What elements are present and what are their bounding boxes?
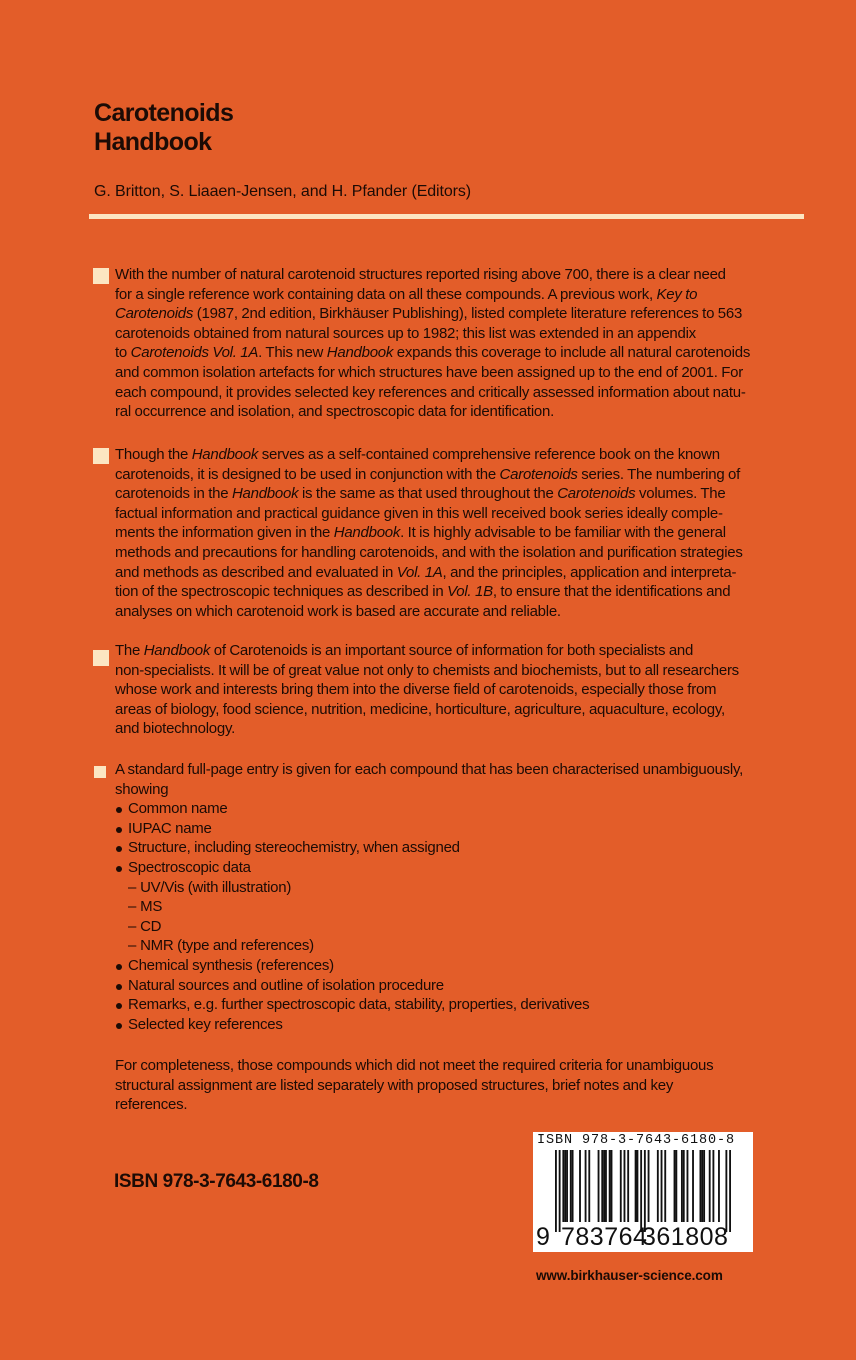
paragraph-completeness — [115, 1056, 815, 1115]
paragraph-line — [115, 661, 815, 681]
bullet-dot-icon — [116, 827, 122, 833]
paragraph-line — [115, 484, 815, 504]
feature-item — [115, 976, 815, 996]
paragraph-line — [115, 445, 815, 465]
feature-subitem — [115, 878, 815, 898]
feature-list — [115, 799, 815, 1034]
feature-subitem — [115, 897, 815, 917]
bullet-dot-icon — [116, 1023, 122, 1029]
feature-label: UV/Vis (with illustration) — [140, 878, 292, 896]
text-run: to — [115, 344, 131, 362]
completeness-line: For completeness, those compounds which did not meet the required criteria for unambiguous — [115, 1057, 714, 1074]
paragraph-line — [115, 343, 815, 363]
paragraph-line — [115, 680, 815, 700]
text-run: and biotechnology. — [115, 720, 236, 738]
paragraph-line — [115, 523, 815, 543]
feature-item — [115, 799, 815, 819]
barcode-isbn-text: ISBN 978-3-7643-6180-8 — [537, 1133, 736, 1148]
paragraph-line — [115, 582, 815, 602]
paragraph-line — [115, 719, 815, 739]
text-run: factual information and practical guidance given in this well received book series ideally comple- — [115, 504, 723, 522]
paragraph-line — [115, 304, 815, 324]
text-run: . This new — [258, 344, 327, 362]
paragraph-audience — [115, 641, 815, 739]
feature-label: Structure, including stereochemistry, when assigned — [128, 839, 460, 857]
isbn-label: ISBN 978-3-7643-6180-8 — [114, 1171, 319, 1192]
square-bullet-icon — [93, 448, 109, 464]
paragraph-line — [115, 402, 815, 422]
italic-text: Handbook — [191, 446, 259, 463]
text-run: , to ensure that the identifications and — [492, 583, 731, 601]
editors-line: G. Britton, S. Liaaen-Jensen, and H. Pfander (Editors) — [94, 183, 472, 200]
square-bullet-icon — [93, 650, 109, 666]
paragraph-line — [115, 265, 815, 285]
paragraph-line — [115, 363, 815, 383]
text-run: volumes. The — [635, 485, 726, 503]
paragraph-line — [115, 700, 815, 720]
italic-text: Handbook — [143, 642, 211, 659]
bullet-dot-icon — [116, 807, 122, 813]
paragraph-line — [115, 324, 815, 344]
feature-label: MS — [140, 898, 163, 916]
title-line-1: Carotenoids — [94, 99, 234, 127]
square-bullet-icon — [94, 766, 106, 778]
dash-icon: – — [128, 937, 137, 955]
text-run: is the same as that used throughout the — [298, 485, 558, 503]
text-run: (1987, 2nd edition, Birkhäuser Publishing), listed complete literature references to 563 — [193, 305, 743, 323]
paragraph-line — [115, 285, 815, 305]
text-run: methods and precautions for handling carotenoids, and with the isolation and purification strategies — [115, 543, 743, 561]
paragraph-intro — [115, 265, 815, 422]
feature-label: NMR (type and references) — [140, 937, 314, 955]
dash-icon: – — [128, 878, 137, 896]
feature-item — [115, 838, 815, 858]
square-bullet-icon — [93, 268, 109, 284]
entry-intro-line-1: A standard full-page entry is given for each compound that has been characterised unambiguously, — [115, 761, 744, 778]
barcode-digit-prefix: 9 — [536, 1223, 551, 1251]
feature-label: Natural sources and outline of isolation procedure — [128, 976, 444, 994]
text-run: serves as a self-contained comprehensive reference book on the known — [258, 446, 720, 463]
text-run: and methods as described and evaluated in — [115, 563, 397, 581]
paragraph-line — [115, 543, 815, 563]
barcode-digits-right: 361808 — [642, 1223, 729, 1251]
text-run: analyses on which carotenoid work is based are accurate and reliable. — [115, 602, 561, 620]
italic-text: Handbook — [333, 524, 401, 542]
dash-icon: – — [128, 898, 137, 916]
feature-subitem — [115, 936, 815, 956]
divider-rule — [89, 214, 804, 219]
text-run: Though the — [115, 446, 192, 463]
feature-label: Spectroscopic data — [128, 858, 251, 876]
paragraph-usage — [115, 445, 815, 621]
paragraph-line — [115, 563, 815, 583]
completeness-line: references. — [115, 1096, 188, 1114]
completeness-line: structural assignment are listed separately with proposed structures, brief notes and key — [115, 1076, 674, 1094]
feature-label: CD — [140, 917, 162, 935]
bullet-dot-icon — [116, 984, 122, 990]
feature-item — [115, 819, 815, 839]
feature-label: Remarks, e.g. further spectroscopic data, stability, properties, derivatives — [128, 996, 590, 1014]
text-run: expands this coverage to include all natural carotenoids — [393, 344, 751, 362]
feature-label: IUPAC name — [128, 819, 212, 837]
feature-subitem — [115, 917, 815, 937]
text-run: of Carotenoids is an important source of information for both specialists and — [210, 642, 694, 659]
feature-item — [115, 956, 815, 976]
entry-section — [115, 760, 815, 1034]
text-run: series. The numbering of — [577, 465, 741, 483]
title-line-2: Handbook — [94, 128, 212, 156]
feature-label: Chemical synthesis (references) — [128, 956, 334, 974]
bullet-dot-icon — [116, 866, 122, 872]
text-run: carotenoids obtained from natural sources up to 1982; this list was extended in an appendix — [115, 324, 696, 342]
feature-label: Common name — [128, 800, 228, 818]
bullet-dot-icon — [116, 964, 122, 970]
book-title — [94, 99, 233, 157]
text-run: non-specialists. It will be of great value not only to chemists and biochemists, but to all researchers — [115, 661, 739, 679]
italic-text: Key to — [656, 285, 698, 303]
bullet-dot-icon — [116, 846, 122, 852]
paragraph-line — [115, 383, 815, 403]
paragraph-line — [115, 504, 815, 524]
barcode-bars-icon — [555, 1150, 731, 1232]
text-run: each compound, it provides selected key references and critically assessed information about natu- — [115, 383, 746, 401]
text-run: carotenoids, it is designed to be used in conjunction with the — [115, 465, 500, 483]
italic-text: Handbook — [231, 485, 299, 503]
isbn-barcode — [533, 1132, 753, 1252]
text-run: , and the principles, application and interpreta- — [442, 563, 737, 581]
italic-text: Carotenoids — [499, 465, 578, 483]
text-run: for a single reference work containing data on all these compounds. A previous work, — [115, 285, 657, 303]
feature-item — [115, 995, 815, 1015]
italic-text: Carotenoids — [557, 485, 636, 503]
text-run: areas of biology, food science, nutrition, medicine, horticulture, agriculture, aquaculture, ecology, — [115, 700, 725, 718]
feature-item — [115, 858, 815, 878]
dash-icon: – — [128, 917, 137, 935]
text-run: ral occurrence and isolation, and spectroscopic data for identification. — [115, 403, 555, 421]
text-run: carotenoids in the — [115, 485, 232, 503]
barcode-digits-left: 783764 — [561, 1223, 648, 1251]
text-run: tion of the spectroscopic techniques as described in — [115, 583, 448, 601]
text-run: and common isolation artefacts for which structures have been assigned up to the end of 2001. For — [115, 363, 743, 381]
text-run: whose work and interests bring them into the diverse field of carotenoids, especially those from — [115, 681, 717, 699]
italic-text: Handbook — [326, 344, 394, 362]
italic-text: Vol. 1B — [447, 583, 493, 601]
entry-intro-line-2: showing — [115, 780, 169, 798]
paragraph-line — [115, 602, 815, 622]
italic-text: Vol. 1A — [396, 563, 443, 581]
publisher-website: www.birkhauser-science.com — [536, 1268, 723, 1283]
feature-item — [115, 1015, 815, 1035]
paragraph-line — [115, 641, 815, 661]
text-run: With the number of natural carotenoid structures reported rising above 700, there is a clear need — [115, 266, 726, 283]
text-run: ments the information given in the — [115, 524, 334, 542]
feature-label: Selected key references — [128, 1015, 283, 1033]
bullet-dot-icon — [116, 1003, 122, 1009]
text-run: The — [115, 642, 144, 659]
paragraph-line — [115, 465, 815, 485]
italic-text: Carotenoids — [115, 305, 194, 323]
text-run: . It is highly advisable to be familiar with the general — [400, 524, 726, 542]
italic-text: Carotenoids Vol. 1A — [130, 344, 259, 362]
